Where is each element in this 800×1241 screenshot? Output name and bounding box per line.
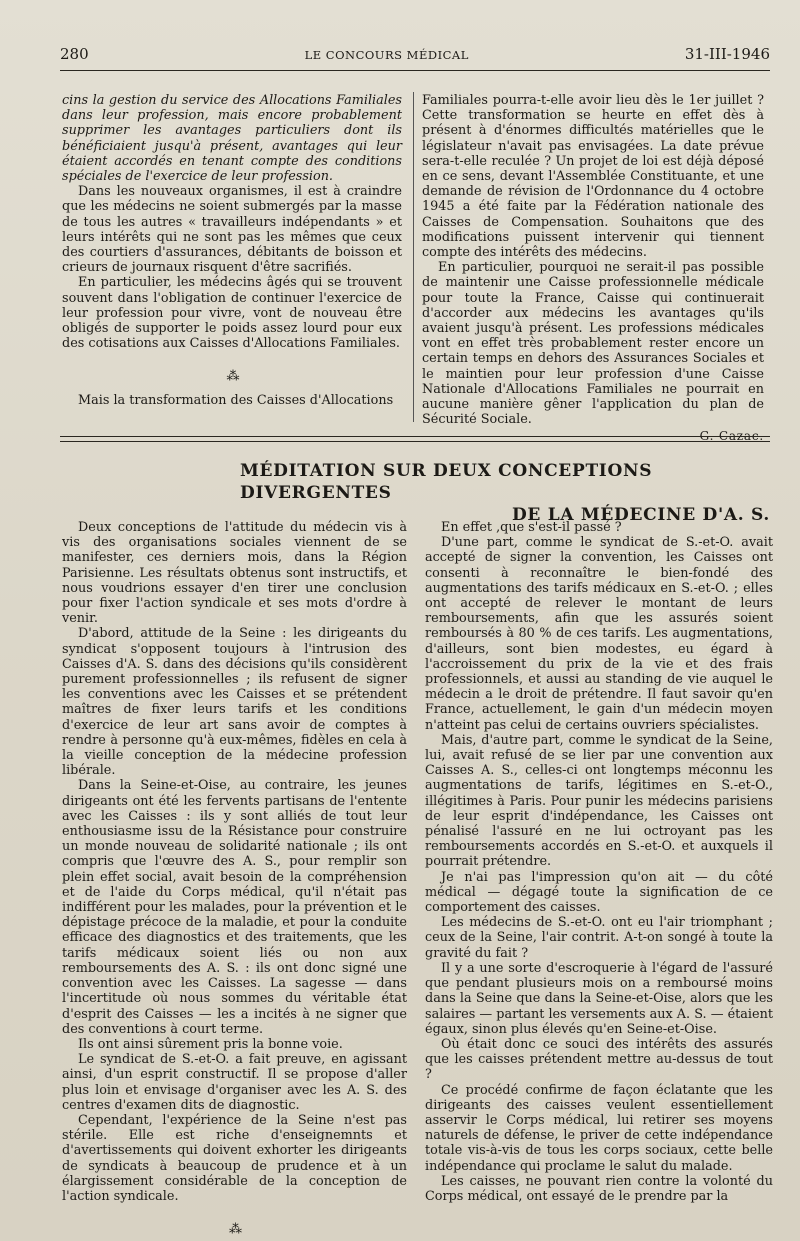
- paragraph: Ils ont ainsi sûrement pris la bonne voie.: [78, 1036, 343, 1052]
- previous-article-right-column: [422, 93, 764, 445]
- article-right-column: [425, 520, 773, 1204]
- journal-title: LE CONCOURS MÉDICAL: [304, 48, 469, 62]
- page-number: 280: [60, 45, 89, 63]
- issue-date: 31-III-1946: [684, 45, 770, 63]
- article-title-line-2: DE LA MÉDECINE D'A. S.: [511, 505, 770, 525]
- paragraph: Dans les nouveaux organismes, il est à craindre que les médecins ne soient submergés par la masse de tous les autres « travailleurs indépendants » et leurs intérêts qui ne sont pas les mêmes que ceux des courtiers d'assurances, débitants de boisson et crieurs de journaux risquent d'être sacrifiés.: [62, 184, 402, 276]
- paragraph: Mais, d'autre part, comme le syndicat de la Seine, lui, avait refusé de se lier par une convention aux Caisses A. S., celles-ci ont longtemps méconnu les augmentations de tarifs, légitimes en S.-et-O., illégitimes à Paris. Pour punir les médecins parisiens de leur esprit d'indépendance, les Caisses ont pénalisé l'assuré en ne lui octroyant pas les remboursements accordés en S.-et-O. et auxquels il pourrait prétendre.: [425, 732, 773, 870]
- paragraph: Deux conceptions de l'attitude du médecin vis à vis des organisations sociales viennent de se manifester, ces derniers mois, dans la Région Parisienne. Les résultats obtenus sont instructifs, et nous voudrions essayer d'en tirer une conclusion pour fixer l'action syndicale et ses mots d'ordre à venir.: [62, 520, 407, 627]
- author-signature: G. Cazac.: [699, 429, 764, 444]
- previous-article-left-column: [62, 93, 402, 408]
- paragraph: Familiales pourra-t-elle avoir lieu dès le 1er juillet ? Cette transformation se heurte en effet dès à présent à d'énormes difficultés matérielles que le législateur n'avait pas envisagées. La date prévue sera-t-elle reculée ? Un projet de loi est déjà déposé en ce sens, devant l'Assemblée Constituante, et une demande de révision de l'Ordonnance du 4 octobre 1945 a été faite par la Fédération nationale des Caisses de Compensation. Souhaitons que des modifications puissent intervenir qui tiennent compte des intérêts des médecins.: [422, 93, 764, 261]
- article-divider: [60, 436, 770, 442]
- column-divider: [413, 92, 414, 422]
- paragraph: Il y a une sorte d'escroquerie à l'égard de l'assuré que pendant plusieurs mois on a remboursé moins dans la Seine que dans la Seine-et-Oise, alors que les salaires — partant les versements aux A. S. — étaient égaux, sinon plus élevés qu'en Seine-et-Oise.: [425, 960, 773, 1037]
- paragraph: Mais la transformation des Caisses d'Allocations: [78, 392, 394, 408]
- page-header: [60, 45, 770, 69]
- paragraph: Je n'ai pas l'impression qu'on ait — du côté médical — dégagé toute la signification de ce comportement des caisses.: [425, 869, 773, 916]
- paragraph: cins la gestion du service des Allocations Familiales dans leur profession, mais encore probablement supprimer les avantages particuliers dont ils bénéficiaient jusqu'à présent, avantages qui leur étaient accordés en tenant compte des conditions spéciales de l'exercice de leur profession.: [62, 93, 402, 185]
- paragraph: D'une part, comme le syndicat de S.-et-O. avait accepté de signer la convention, les Caisses ont consenti à reconnaître le bien-fondé des augmentations des tarifs médicaux en S.-et-O. ; elles ont accepté de relever le montant de leurs remboursements, afin que les assurés soient remboursés à 80 % de ces tarifs. Les augmentations, d'ailleurs, sont bien modestes, eu égard à l'accroissement du prix de la vie et des frais professionnels, et aussi au standing de vie auquel le médecin a le droit de prétendre. Il faut savoir qu'en France, actuellement, le gain d'un médecin moyen n'atteint pas celui de certains ouvriers spécialistes.: [425, 535, 773, 733]
- paragraph: Les médecins de S.-et-O. ont eu l'air triomphant ; ceux de la Seine, l'air contrit. A-t-on songé à toute la gravité du fait ?: [425, 915, 773, 961]
- article-title-line-1: MÉDITATION SUR DEUX CONCEPTIONS DIVERGENTES: [240, 461, 653, 503]
- section-break-asterism: ⁂: [226, 369, 238, 385]
- paragraph: Dans la Seine-et-Oise, au contraire, les jeunes dirigeants ont été les fervents partisans de l'entente avec les Caisses : ils y sont alliés de tout leur enthousiasme issu de la Résistance pour construire un monde nouveau de solidarité nationale ; ils ont compris que l'œuvre des A. S., pour remplir son plein effet social, avait besoin de la compréhension et de l'aide du Corps médical, qu'il n'était pas indifférent pour les malades, pour la prévention et le dépistage précoce de la maladie, et pour la conduite efficace des diagnostics et des traitements, que les tarifs médicaux soient liés ou non aux remboursements des A. S. : ils ont donc signé une convention avec les Caisses. La sagesse — dans l'incertitude où nous sommes du véritable état d'esprit des Caisses — les a incités à ne signer que des conventions à court terme.: [62, 778, 407, 1037]
- header-rule: [60, 70, 770, 71]
- article-title: [240, 460, 770, 526]
- paragraph: Cependant, l'expérience de la Seine n'est pas stérile. Elle est riche d'enseignemnts et d'avertissements qui doivent exhorter les dirigeants de syndicats à beaucoup de prudence et à un élargissement considérable de la conception de l'action syndicale.: [62, 1112, 407, 1204]
- paragraph: D'abord, attitude de la Seine : les dirigeants du syndicat s'opposent toujours à l'intrusion des Caisses d'A. S. dans des décisions qu'ils considèrent purement professionnelles ; ils refusent de signer les conventions avec les Caisses et se prétendent maîtres de fixer leurs tarifs et les conditions d'exercice de leur art sans avoir de comptes à rendre à personne qu'à eux-mêmes, fidèles en cela à la vieille conception de la médecine profession libérale.: [62, 626, 407, 779]
- section-break-asterism: ⁂: [229, 1222, 240, 1238]
- paragraph: Où était donc ce souci des intérêts des assurés que les caisses prétendent mettre au-dessus de tout ?: [425, 1036, 773, 1083]
- article-left-column: [62, 520, 407, 1241]
- paragraph: Les caisses, ne pouvant rien contre la volonté du Corps médical, ont essayé de le prendre par la: [425, 1173, 773, 1204]
- paragraph: En particulier, les médecins âgés qui se trouvent souvent dans l'obligation de continuer l'exercice de leur profession pour vivre, vont de nouveau être obligés de supporter le poids assez lourd pour eux des cotisations aux Caisses d'Allocations Familiales.: [62, 275, 402, 352]
- paragraph: Le syndicat de S.-et-O. a fait preuve, en agissant ainsi, d'un esprit constructif. Il se propose d'aller plus loin et envisage d'organiser avec les A. S. des centres d'examen dits de diagnostic.: [62, 1052, 407, 1113]
- paragraph: Ce procédé confirme de façon éclatante que les dirigeants des caisses veulent essentiellement asservir le Corps médical, lui retirer ses moyens naturels de défense, le priver de cette indépendance totale vis-à-vis de tous les corps sociaux, cette belle indépendance qui proclame le salut du malade.: [425, 1082, 773, 1174]
- paragraph: En effet ,que s'est-il passé ?: [441, 520, 622, 535]
- paragraph: En particulier, pourquoi ne serait-il pas possible de maintenir une Caisse professionnelle médicale pour toute la France, Caisse qui continuerait d'accorder aux médecins les avantages qu'ils avaient jusqu'à présent. Les professions médicales vont en effet très probablement rester encore un certain temps en dehors des Assurances Sociales et le maintien pour leur profession d'une Caisse Nationale d'Allocations Familiales ne pourrait en aucune manière gêner l'application du plan de Sécurité Sociale.: [422, 260, 764, 428]
